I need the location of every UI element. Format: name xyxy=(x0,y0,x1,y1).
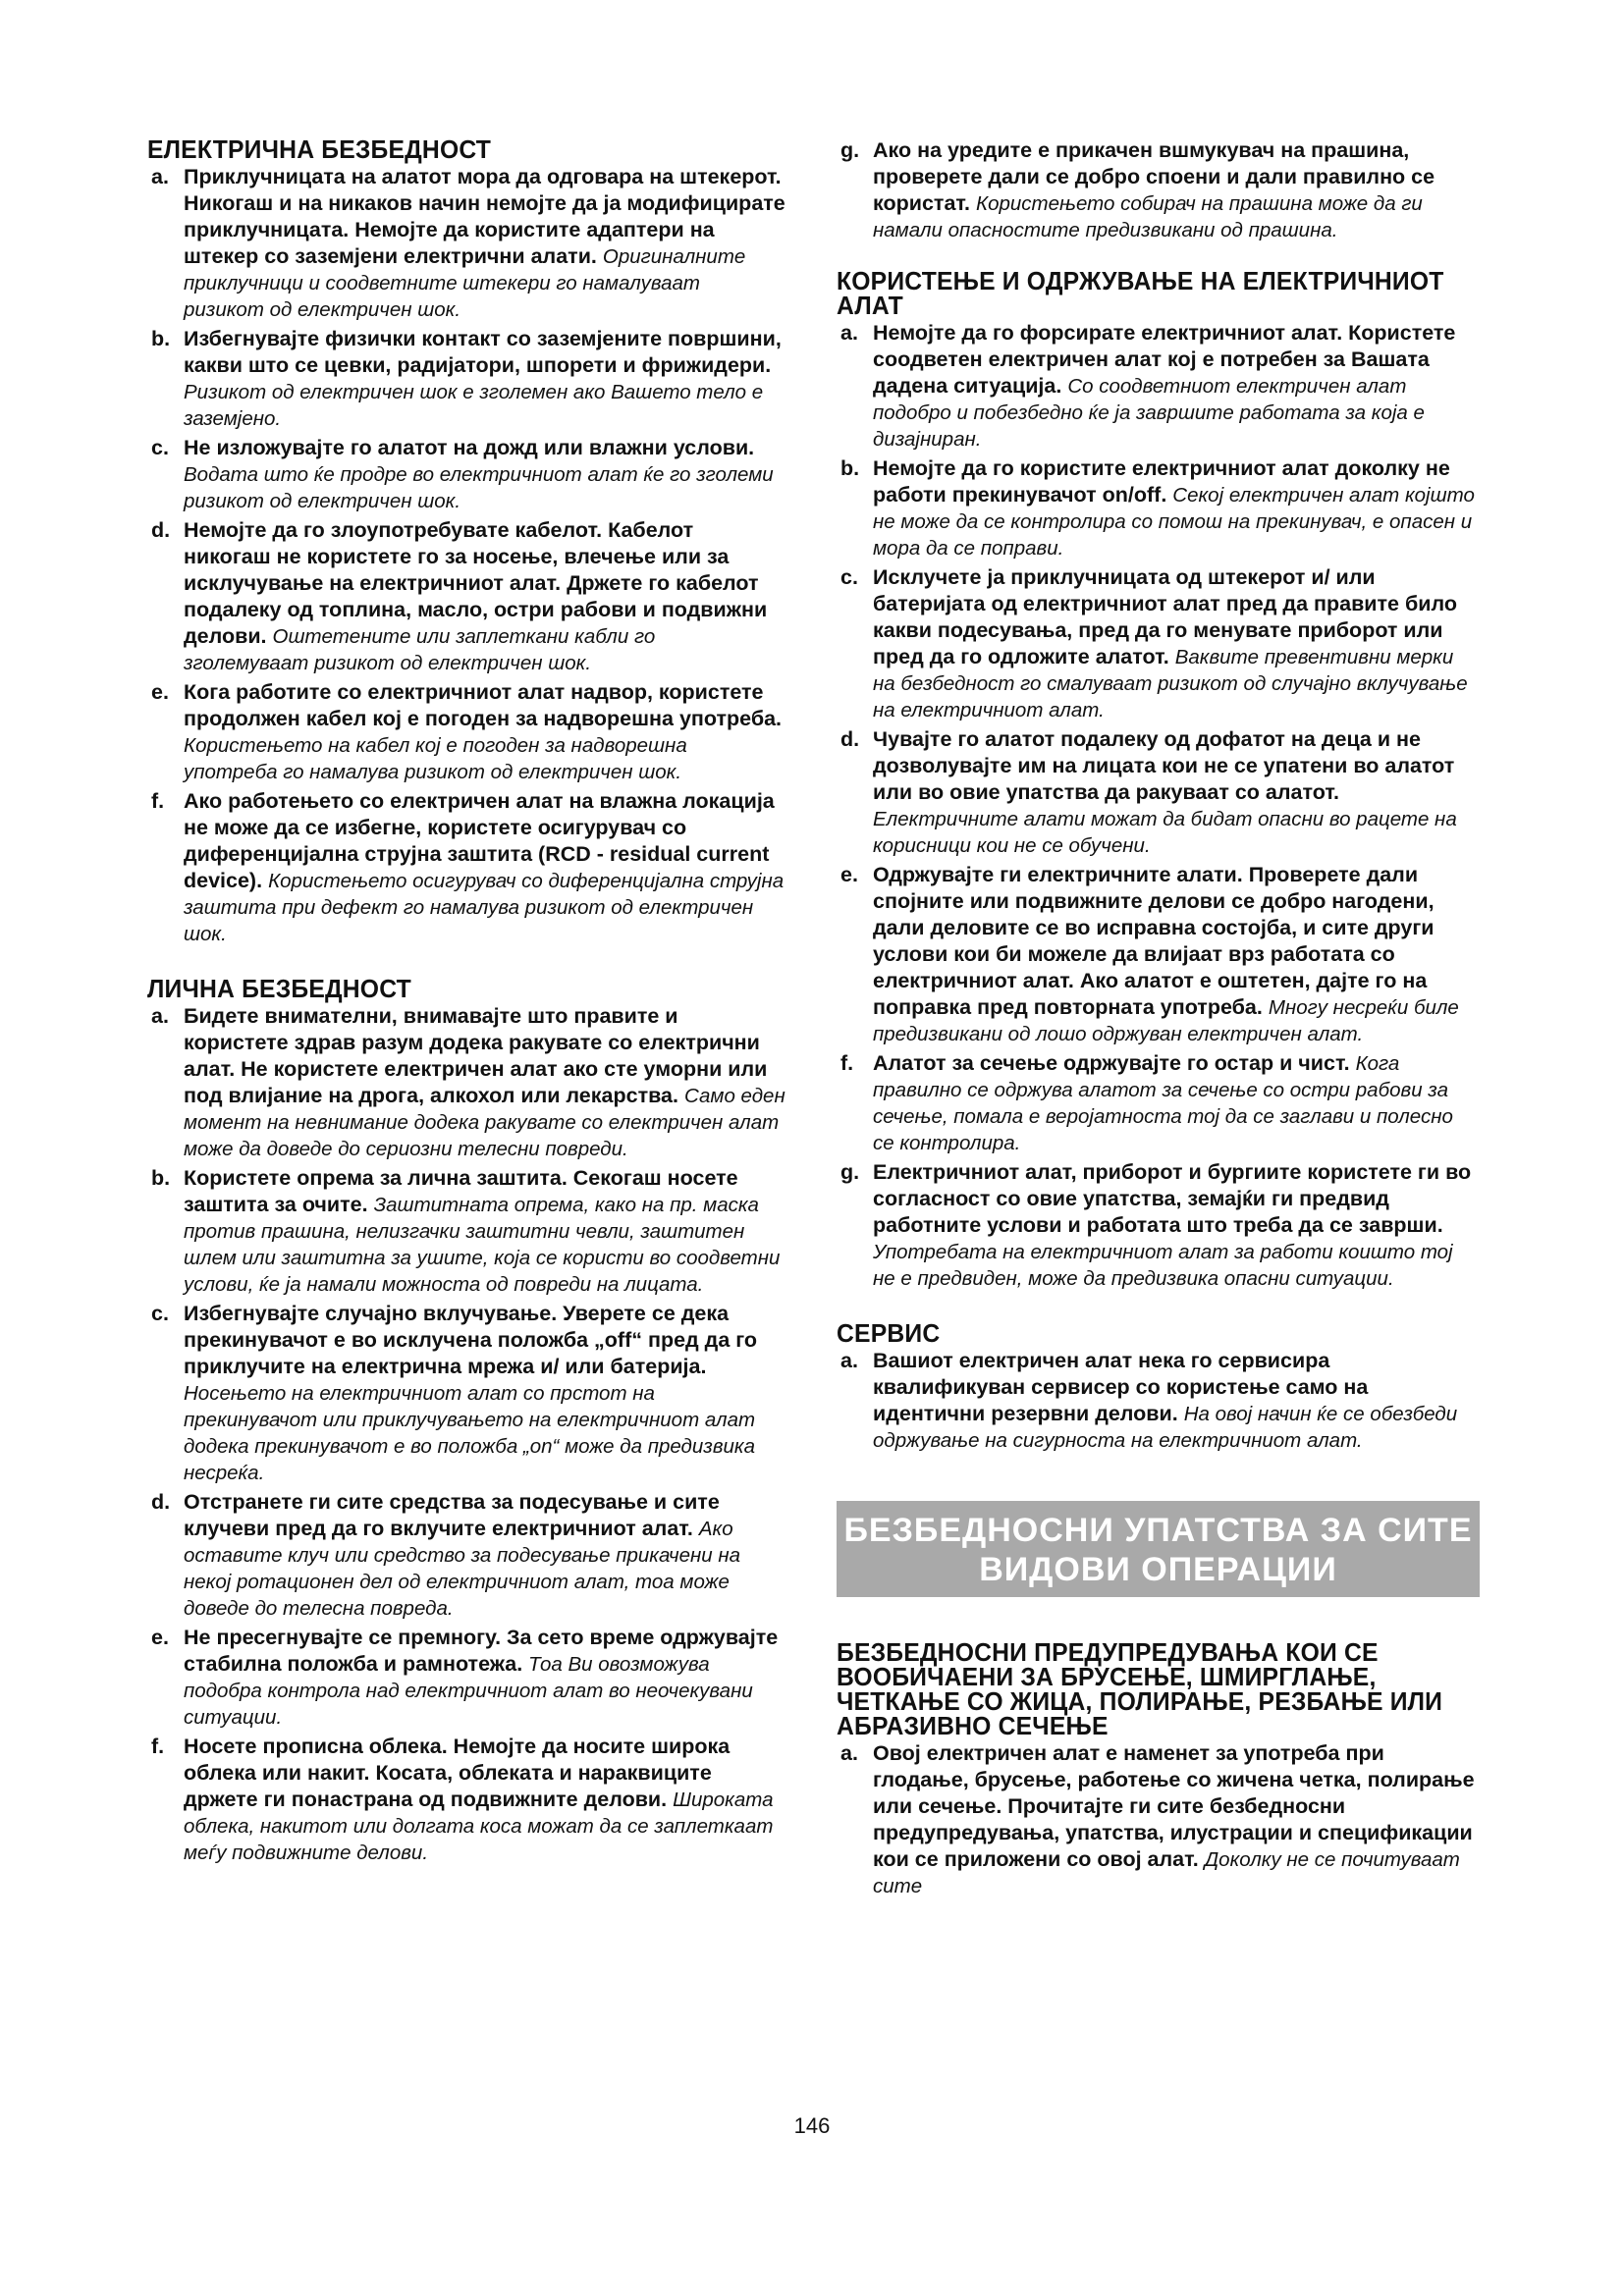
item-explanation: Електричните алати можат да бидат опасни во рацете на корисници кои не се обучени. xyxy=(873,808,1457,857)
item-list xyxy=(837,320,1480,1292)
section-heading: КОРИСТЕЊЕ И ОДРЖУВАЊЕ НА ЕЛЕКТРИЧНИОТ АЛАТ xyxy=(837,266,1444,320)
item-list xyxy=(837,137,1480,243)
item-letter: a. xyxy=(840,321,858,345)
list-item xyxy=(837,1159,1480,1292)
item-letter: f. xyxy=(151,1735,165,1758)
item-letter: d. xyxy=(840,727,860,751)
item-instruction: Избегнувајте случајно вклучување. Уверете се дека прекинувачот е во исклучена положба „off“ пред да го приклучите на електрична мрежа и/ или батерија. xyxy=(184,1302,758,1378)
left-column xyxy=(147,134,785,1896)
item-letter: d. xyxy=(151,518,171,542)
section-heading: ЛИЧНА БЕЗБЕДНОСТ xyxy=(147,974,411,1003)
list-item xyxy=(837,862,1480,1047)
item-instruction: Кога работите со електричниот алат надвор, користете продолжен кабел кој е погоден за надворешна употреба. xyxy=(184,680,783,730)
item-instruction: Не пресегнувајте се премногу. За сето време одржувајте стабилна положба и рамнотежа. xyxy=(184,1626,779,1676)
section-personal-safety xyxy=(147,974,785,1866)
item-explanation: Заштитната опрема, како на пр. маска против прашина, нелизгачки заштитни чевли, заштитен шлем или заштитна за ушите, која се користи во соодветни услови, ќе ја намали можноста од повреди на лицата. xyxy=(184,1194,781,1296)
list-item xyxy=(147,517,785,676)
item-list xyxy=(147,164,785,947)
item-explanation: Со соодветниот електричен алат подобро и побезбедно ќе ја завршите работата за која е дизајниран. xyxy=(873,375,1425,451)
list-item xyxy=(147,1003,785,1162)
list-item xyxy=(837,564,1480,723)
list-item xyxy=(147,435,785,514)
list-item xyxy=(147,1625,785,1731)
item-instruction: Алатот за сечење одржувајте го остар и чист. xyxy=(873,1051,1350,1075)
page-number: 146 xyxy=(793,2113,831,2138)
list-item xyxy=(147,788,785,947)
item-explanation: Широката облека, накитот или долгата коса можат да се заплеткаат меѓу подвижните делови. xyxy=(184,1789,774,1864)
section-service xyxy=(837,1318,1480,1454)
item-letter: a. xyxy=(151,1004,169,1028)
item-instruction: Немојте да го форсирате електричниот алат. Користете соодветен електричен алат кој е потребен за Вашата дадена ситуација. xyxy=(873,321,1456,398)
item-letter: e. xyxy=(151,680,169,704)
item-explanation: Оригиналните приклучници и соодветните штекери го намалуваат ризикот од електричен шок. xyxy=(184,245,746,321)
item-letter: b. xyxy=(151,327,171,350)
item-explanation: Користењето на кабел кој е погоден за надворешна употреба го намалува ризикот од електричен шок. xyxy=(184,734,687,783)
item-instruction: Избегнувајте физички контакт со заземјените површини, какви што се цевки, радијатори, шпорети и фрижидери. xyxy=(184,327,782,377)
item-explanation: Кога правилно се одржува алатот за сечење со остри рабови за сечење, помала е веројатноста тој да се заглави и полесно се контролира. xyxy=(873,1052,1453,1154)
item-explanation: Доколку не се почитуваат сите xyxy=(873,1848,1460,1897)
item-letter: c. xyxy=(151,1302,169,1325)
list-item xyxy=(147,1301,785,1486)
item-letter: b. xyxy=(840,456,860,480)
section-heading: БЕЗБЕДНОСНИ ПРЕДУПРЕДУВАЊА КОИ СЕ ВООБИЧАЕНИ ЗА БРУСЕЊЕ, ШМИРГЛАЊЕ, ЧЕТКАЊЕ СО ЖИЦА, ПОЛИРАЊЕ, РЕЗБАЊЕ ИЛИ АБРАЗИВНО СЕЧЕЊЕ xyxy=(837,1637,1443,1740)
item-instruction: Немојте да го користите електричниот алат доколку не работи прекинувачот on/off. xyxy=(873,456,1450,507)
item-instruction: Користете опрема за лична заштита. Секогаш носете заштита за очите. xyxy=(184,1166,738,1216)
item-letter: e. xyxy=(840,863,858,886)
list-item xyxy=(837,137,1480,243)
item-letter: f. xyxy=(840,1051,854,1075)
item-explanation: Носењето на електричниот алат со прстот на прекинувачот или приклучувањето на електричниот алат додека прекинувачот е во положба „on“ може да предизвика несреќа. xyxy=(184,1382,756,1484)
section-heading: ЕЛЕКТРИЧНА БЕЗБЕДНОСТ xyxy=(147,134,492,164)
item-explanation: Користењето собирач на прашина може да ги намали опасностите предизвикани од прашина. xyxy=(873,192,1423,241)
item-explanation: Употребата на електричниот алат за работи коишто тој не е предвиден, може да предизвика опасни ситуации. xyxy=(873,1241,1453,1290)
list-item xyxy=(837,1740,1480,1899)
item-instruction: Одржувајте ги електричните алати. Проверете дали спојните или подвижните делови се добро нагодени, дали деловите се во исправна состојба, и сите други услови кои би можеле да влијаат врз работата со електричниот алат. Ако алатот е оштетен, дајте го на поправка пред повторната употреба. xyxy=(873,863,1435,1019)
item-instruction: Не изложувајте го алатот на дожд или влажни услови. xyxy=(184,436,755,459)
item-instruction: Ако работењето со електричен алат на влажна локација не може да се избегне, користете осигурувач со диференцијална струјна заштита (RCD - residual current device). xyxy=(184,789,775,892)
item-letter: e. xyxy=(151,1626,169,1649)
item-letter: f. xyxy=(151,789,165,813)
section-continued-items xyxy=(837,137,1480,243)
list-item xyxy=(147,1165,785,1298)
item-instruction: Ако на уредите е прикачен вшмукувач на прашина, проверете дали се добро споени и дали правилно се користат. xyxy=(873,138,1435,215)
list-item xyxy=(147,1489,785,1622)
item-instruction: Чувајте го алатот подалеку од дофатот на деца и не дозволувајте им на лицата кои не се упатени во алатот или во овие упатства да ракуваат со алатот. xyxy=(873,727,1455,804)
list-item xyxy=(837,320,1480,453)
list-item xyxy=(837,1050,1480,1156)
item-instruction: Приклучницата на алатот мора да одговара на штекерот. Никогаш и на никаков начин немојте да ја модифицирате приклучницата. Немојте да користите адаптери на штекер со заземјени електрични алати. xyxy=(184,165,785,268)
item-instruction: Овој електричен алат е наменет за употреба при глодање, брусење, работење со жичена четка, полирање или сечење. Прочитајте ги сите безбедносни предупредувања, упатства, илустрации и спецификации кои се приложени со овој алат. xyxy=(873,1741,1475,1871)
item-explanation: Користењето осигурувач со диференцијална струјна заштита при дефект го намалува ризикот од електричен шок. xyxy=(184,870,785,945)
item-explanation: Ако оставите клуч или средство за подесување прикачени на некој ротационен дел од електричниот алат, тоа може доведе до телесна повреда. xyxy=(184,1518,741,1620)
item-instruction: Немојте да го злоупотребувате кабелот. Кабелот никогаш не користете го за носење, влечење или за исклучување на електричниот алат. Држете го кабелот подалеку од топлина, масло, остри рабови и подвижни делови. xyxy=(184,518,768,648)
item-explanation: Ваквите превентивни мерки на безбедност го смалуваат ризикот од случајно вклучување на електричниот алат. xyxy=(873,646,1468,721)
item-explanation: Многу несреќи биле предизвикани од лошо одржуван електричен алат. xyxy=(873,996,1459,1045)
list-item xyxy=(147,164,785,323)
list-item xyxy=(837,726,1480,859)
item-instruction: Бидете внимателни, внимавајте што правите и користете здрав разум додека ракувате со електрични алат. Не користете електричен алат ако сте уморни или под влијание на дрога, алкохол или лекарства. xyxy=(184,1004,768,1107)
item-list xyxy=(837,1740,1480,1899)
list-item xyxy=(837,455,1480,561)
list-item xyxy=(147,326,785,432)
item-letter: a. xyxy=(151,165,169,188)
item-instruction: Отстранете ги сите средства за подесување и сите клучеви пред да го вклучите електричниот алат. xyxy=(184,1490,720,1540)
item-list xyxy=(837,1348,1480,1454)
item-explanation: На овој начин ќе се обезбеди одржување на сигурноста на електричниот алат. xyxy=(873,1403,1458,1452)
item-instruction: Електричниот алат, приборот и бургиите користете ги во согласност со овие упатства, земајќи ги предвид работните услови и работата што треба да се заврши. xyxy=(873,1160,1472,1237)
item-explanation: Оштетените или заплеткани кабли го зголемуваат ризикот од електричен шок. xyxy=(184,625,656,674)
safety-instructions-banner: БЕЗБЕДНОСНИ УПАТСТВА ЗА СИТЕ ВИДОВИ ОПЕРАЦИИ xyxy=(837,1501,1480,1597)
item-list xyxy=(147,1003,785,1866)
item-letter: g. xyxy=(840,1160,860,1184)
section-electrical-safety xyxy=(147,134,785,947)
item-explanation: Секој електричен алат којшто не може да се контролира со помош на прекинувач, е опасен и мора да се поправи. xyxy=(873,484,1475,560)
list-item xyxy=(147,679,785,785)
item-instruction: Носете прописна облека. Немојте да носите широка облека или накит. Косата, облеката и нараквиците држете ги понастрана од подвижните делови. xyxy=(184,1735,731,1811)
item-instruction: Исклучете ја приклучницата од штекерот и/ или батеријата од електричниот алат пред да правите било какви подесувања, пред да го менувате приборот или пред да го одложите алатот. xyxy=(873,565,1457,668)
item-letter: c. xyxy=(151,436,169,459)
item-instruction: Вашиот електричен алат нека го сервисира квалификуван сервисер со користење само на идентични резервни делови. xyxy=(873,1349,1369,1425)
item-explanation: Само еден момент на невнимание додека ракувате со електричен алат може да доведе до сериозни телесни повреди. xyxy=(184,1085,785,1160)
section-tool-use-care xyxy=(837,266,1480,1292)
item-explanation: Водата што ќе продре во електричниот алат ќе го зголеми ризикот од електричен шок. xyxy=(184,463,774,512)
item-letter: c. xyxy=(840,565,858,589)
section-heading: СЕРВИС xyxy=(837,1318,941,1348)
item-letter: b. xyxy=(151,1166,171,1190)
item-letter: g. xyxy=(840,138,860,162)
section-grinding-warnings xyxy=(837,1637,1480,1899)
right-column xyxy=(837,137,1480,1929)
list-item xyxy=(837,1348,1480,1454)
list-item xyxy=(147,1734,785,1866)
item-explanation: Ризикот од електричен шок е зголемен ако Вашето тело е заземјено. xyxy=(184,381,764,430)
item-letter: a. xyxy=(840,1741,858,1765)
item-letter: a. xyxy=(840,1349,858,1372)
item-letter: d. xyxy=(151,1490,171,1514)
item-explanation: Тоа Ви овозможува подобра контрола над електричниот алат во неочекувани ситуации. xyxy=(184,1653,753,1729)
